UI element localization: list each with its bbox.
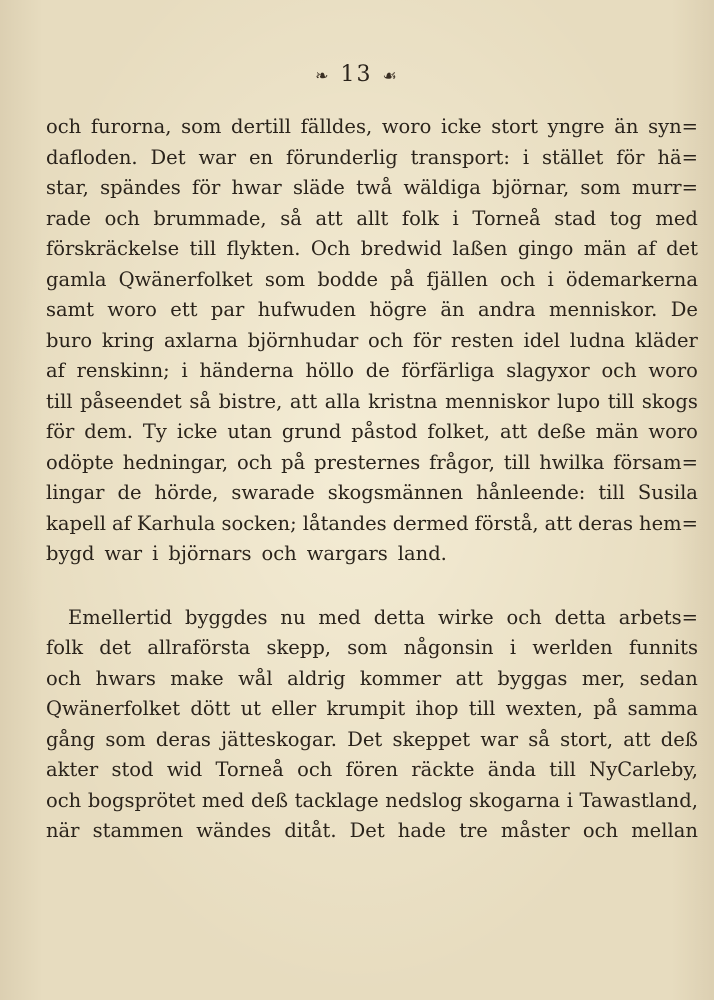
text-line: och hwars make wål aldrig kommer att byggas mer, sedan (46, 666, 698, 690)
text-line: samt woro ett par hufwuden högre än andra menniskor. De (46, 298, 698, 321)
text-line: Qwänerfolket dött ut eller krumpit ihop till wexten, på samma (46, 697, 698, 720)
text-line: star, spändes för hwar släde twå wäldiga björnar, som murr= (46, 176, 698, 199)
text-line: odöpte hedningar, och på presternes frågor, till hwilka försam= (46, 450, 698, 474)
text-line: när stammen wändes ditåt. Det hade tre måster och mellan (46, 819, 698, 842)
page-number: 13 (340, 62, 373, 87)
text-line: och bogsprötet med deß tacklage nedslog skogarna i Tawastland, (46, 788, 698, 812)
text-line: rade och brummade, så att allt folk i Torneå stad tog med (46, 206, 698, 230)
text-line: dafloden. Det war en förunderlig transport: i stället för hä= (46, 145, 698, 169)
text-line: gång som deras jätteskogar. Det skeppet war så stort, att deß (46, 727, 698, 751)
text-line: gamla Qwänerfolket som bodde på fjällen och i ödemarkerna (46, 267, 698, 291)
text-line: Emellertid byggdes nu med detta wirke och detta arbets= (68, 605, 698, 629)
ornament-left-icon: ❧ (315, 66, 331, 85)
text-line: förskräckelse till flykten. Och bredwid laßen gingo män af det (46, 237, 698, 260)
page-header (0, 60, 714, 91)
page-body (46, 112, 698, 847)
text-line: lingar de hörde, swarade skogsmännen hånleende: till Susila (46, 481, 698, 504)
text-line: buro kring axlarna björnhudar och för resten idel ludna kläder (46, 328, 698, 352)
text-line: af renskinn; i händerna höllo de förfärliga slagyxor och woro (46, 359, 698, 382)
text-line: till påseendet så bistre, att alla kristna menniskor lupo till skogs (46, 389, 698, 413)
text-line: och furorna, som dertill fälldes, woro icke stort yngre än syn= (46, 115, 698, 138)
text-line: kapell af Karhula socken; låtandes dermed förstå, att deras hem= (46, 511, 698, 535)
paragraph-gap (46, 570, 698, 603)
text-line: bygd war i björnars och wargars land. (46, 542, 447, 565)
text-line: för dem. Ty icke utan grund påstod folket, att deße män woro (46, 420, 698, 443)
text-line: akter stod wid Torneå och fören räckte ända till NyCarleby, (46, 758, 698, 781)
text-line: folk det allraförsta skepp, som någonsin i werlden funnits (46, 636, 698, 659)
ornament-right-icon: ☙ (382, 66, 399, 85)
